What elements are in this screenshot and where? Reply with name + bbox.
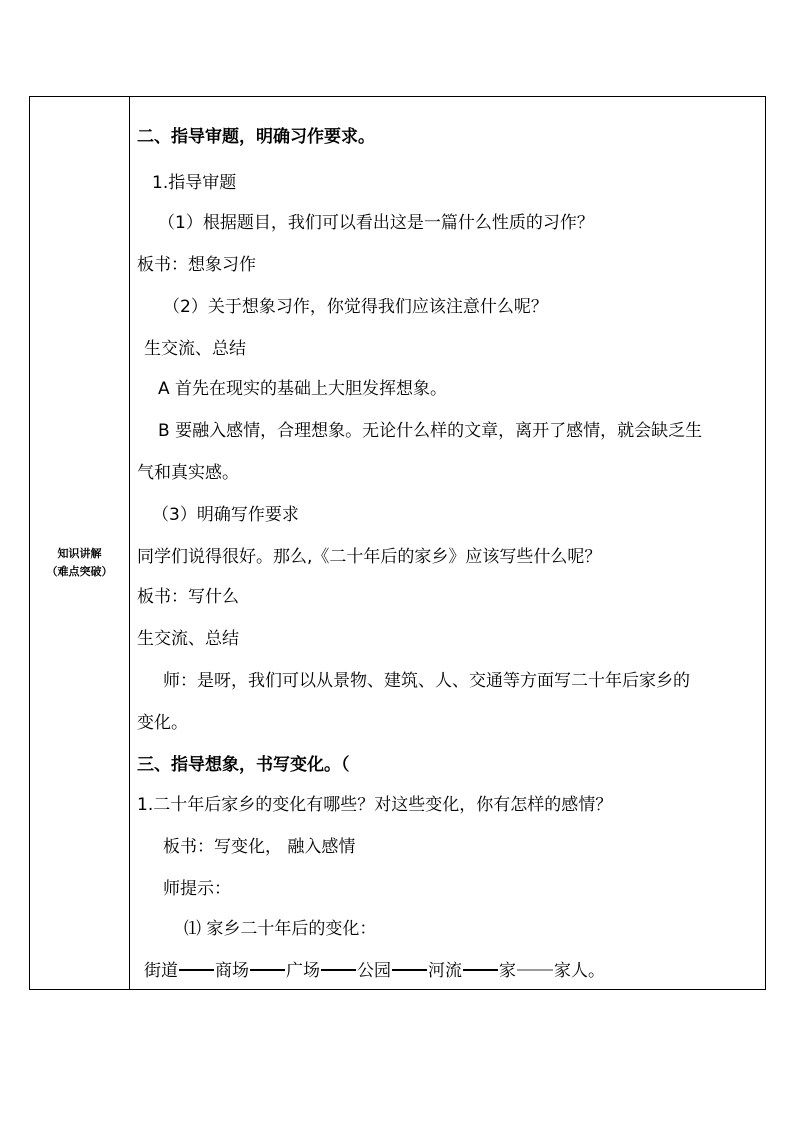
chain-item-square: 广场 [286, 961, 320, 981]
board-writing-1: 板书：想象习作 [137, 255, 256, 275]
question-1: （1）根据题目，我们可以看出这是一篇什么性质的习作？ [158, 213, 594, 233]
point-b-line1: B 要融入感情，合理想象。无论什么样的文章，离开了感情，就会缺乏生 [158, 421, 703, 441]
chain-dash [463, 969, 498, 971]
hint-1: ⑴ 家乡二十年后的变化： [184, 919, 377, 939]
chain-dash [517, 969, 553, 971]
question-2: （2）关于想象习作，你觉得我们应该注意什么呢？ [163, 297, 548, 317]
teacher-line2: 变化。 [137, 713, 188, 733]
chain-item-mall: 商场 [215, 961, 249, 981]
lesson-table [29, 96, 766, 990]
question-3-text: 同学们说得很好。那么,《二十年后的家乡》应该写些什么呢？ [137, 547, 602, 567]
change-chain [130, 961, 765, 981]
chain-item-street: 街道 [144, 961, 178, 981]
item3-1: 1.二十年后家乡的变化有哪些？对这些变化，你有怎样的感情？ [137, 795, 613, 815]
board-writing-2: 板书：写什么 [137, 587, 239, 607]
question-3: （3）明确写作要求 [152, 505, 299, 525]
chain-item-home: 家 [499, 961, 516, 981]
chain-dash [392, 969, 427, 971]
chain-dash [321, 969, 356, 971]
chain-item-family: 家人。 [554, 961, 605, 981]
category-subtitle: （难点突破） [46, 565, 113, 578]
point-b-line2: 气和真实感。 [137, 463, 239, 483]
chain-item-park: 公园 [357, 961, 391, 981]
category-label [47, 545, 113, 581]
section2-heading: 二、指导审题，明确习作要求。 [137, 127, 375, 147]
category-title: 知识讲解 [57, 547, 102, 560]
category-cell [30, 97, 130, 989]
summary-1: 生交流、总结 [144, 339, 246, 359]
teacher-line1: 师：是呀，我们可以从景物、建筑、人、交通等方面写二十年后家乡的 [163, 671, 690, 691]
chain-dash [250, 969, 285, 971]
summary-2: 生交流、总结 [137, 629, 239, 649]
item1-title: 1.指导审题 [152, 173, 237, 193]
section3-heading: 三、指导想象，书写变化。（ [137, 755, 350, 775]
content-cell [130, 97, 765, 989]
chain-item-river: 河流 [428, 961, 462, 981]
chain-dash [179, 969, 214, 971]
board-writing-3: 板书：写变化， 融入感情 [163, 837, 356, 857]
teacher-hint: 师提示： [163, 879, 231, 899]
point-a: A 首先在现实的基础上大胆发挥想象。 [158, 379, 448, 399]
